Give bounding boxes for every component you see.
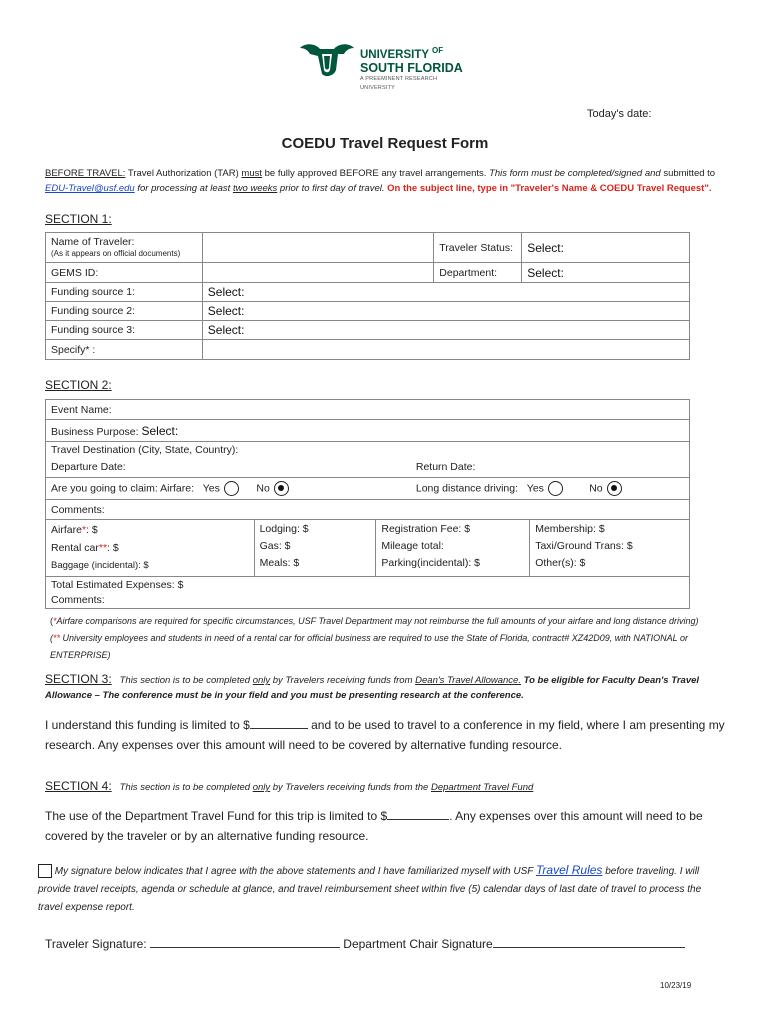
expense-notes: (*Airfare comparisons are required for specific circumstances, USF Travel Department may not reimburse the full amounts of your airfare and long distance driving) (** University employees and students in need of a rental car for official business are required to use the State of Florida, contract# XZ42D09, with NATIONAL or ENTERPRISE) bbox=[50, 616, 699, 660]
section3-body: I understand this funding is limited to $ and to be used to travel to a conference in my field, where I am presenting my research. Any expenses over this amount will need to be covered by alternative funding resource. bbox=[45, 718, 725, 752]
section4-amount-field[interactable] bbox=[387, 819, 449, 820]
total-expenses-field[interactable]: Total Estimated Expenses: $ bbox=[46, 577, 690, 593]
section2-table bbox=[45, 399, 690, 609]
driving-no-radio[interactable] bbox=[607, 481, 622, 496]
gems-input[interactable] bbox=[202, 263, 434, 283]
chair-signature-field[interactable] bbox=[493, 947, 685, 948]
funding3-select[interactable]: Select: bbox=[202, 321, 689, 340]
departure-date-field[interactable]: Departure Date: bbox=[46, 458, 376, 478]
gems-label: GEMS ID: bbox=[46, 263, 203, 283]
funding2-select[interactable]: Select: bbox=[202, 302, 689, 321]
business-purpose-select[interactable]: Select: bbox=[141, 423, 179, 438]
long-distance-row: Long distance driving: Yes No bbox=[376, 478, 690, 500]
baggage-expense[interactable]: Baggage (incidental): $ bbox=[51, 560, 149, 571]
airfare-expense[interactable]: Airfare*: $ bbox=[51, 524, 98, 536]
logo-text: UNIVERSITY $^{OF}$ SOUTH FLORIDA A PREEMINENT RESEARCH UNIVERSITY bbox=[360, 46, 463, 91]
funding3-label: Funding source 3: bbox=[46, 321, 203, 340]
funding1-select[interactable]: Select: bbox=[202, 283, 689, 302]
name-input[interactable] bbox=[202, 233, 434, 263]
traveler-status-select[interactable]: Select: bbox=[522, 233, 690, 263]
traveler-signature-label: Traveler Signature: bbox=[45, 937, 147, 951]
lodging-expense[interactable]: Lodging: $ bbox=[259, 523, 309, 535]
traveler-status-label: Traveler Status: bbox=[434, 233, 522, 263]
specify-label: Specify* : bbox=[46, 340, 203, 360]
section2-heading: SECTION 2: bbox=[45, 378, 112, 392]
rental-expense[interactable]: Rental car**: $ bbox=[51, 542, 119, 554]
section4-heading: SECTION 4: bbox=[45, 779, 112, 793]
airfare-yes-radio[interactable] bbox=[224, 481, 239, 496]
chair-signature-label: Department Chair Signature bbox=[343, 937, 493, 951]
claim-airfare-row: Are you going to claim: Airfare: Yes No bbox=[46, 478, 376, 500]
funding1-label: Funding source 1: bbox=[46, 283, 203, 302]
specify-input[interactable] bbox=[202, 340, 689, 360]
usf-bull-icon bbox=[298, 40, 356, 80]
airfare-no-radio[interactable] bbox=[274, 481, 289, 496]
membership-expense[interactable]: Membership: $ bbox=[535, 523, 605, 535]
expenses-col2 bbox=[254, 520, 376, 577]
mileage-expense[interactable]: Mileage total: bbox=[381, 540, 444, 552]
expenses-col3 bbox=[376, 520, 530, 577]
section3-amount-field[interactable] bbox=[250, 728, 308, 729]
meals-expense[interactable]: Meals: $ bbox=[259, 557, 300, 569]
section3-intro: SECTION 3: This section is to be completed only by Travelers receiving funds from Dean's Travel Allowance. To be eligible for Faculty Dean's Travel Allowance – The conference must be in your field and you must be presenting research at the conference. bbox=[45, 672, 700, 701]
usf-logo bbox=[298, 40, 468, 91]
page-title: COEDU Travel Request Form bbox=[281, 135, 489, 152]
section3-heading: SECTION 3: bbox=[45, 672, 112, 686]
expenses-col1 bbox=[46, 520, 255, 577]
agreement-checkbox[interactable] bbox=[38, 864, 52, 878]
footer-date: 10/23/19 bbox=[660, 981, 692, 990]
driving-yes-radio[interactable] bbox=[548, 481, 563, 496]
section1-table bbox=[45, 232, 690, 360]
intro-paragraph: BEFORE TRAVEL: Travel Authorization (TAR) must be fully approved BEFORE any travel arrangements. This form must be completed/signed and submitted to EDU-Travel@usf.edu for processing at least two weeks prior to first day of travel. On the subject line, type in "Traveler's Name & COEDU Travel Request". bbox=[45, 168, 716, 194]
email-link[interactable]: EDU-Travel@usf.edu bbox=[45, 183, 135, 194]
name-label-cell: Name of Traveler: (As it appears on official documents) bbox=[46, 233, 203, 263]
section1-heading: SECTION 1: bbox=[45, 212, 112, 226]
gas-expense[interactable]: Gas: $ bbox=[259, 540, 291, 552]
taxi-expense[interactable]: Taxi/Ground Trans: $ bbox=[535, 540, 633, 552]
business-purpose-field[interactable]: Business Purpose: Select: bbox=[46, 420, 690, 442]
signature-row bbox=[45, 937, 685, 951]
expenses-col4 bbox=[530, 520, 690, 577]
funding2-label: Funding source 2: bbox=[46, 302, 203, 321]
traveler-signature-field[interactable] bbox=[150, 947, 340, 948]
section4-intro: SECTION 4: This section is to be completed only by Travelers receiving funds from the Department Travel Fund bbox=[45, 779, 534, 793]
event-name-field[interactable]: Event Name: bbox=[46, 400, 690, 420]
registration-expense[interactable]: Registration Fee: $ bbox=[381, 523, 471, 535]
department-label: Department: bbox=[434, 263, 522, 283]
return-date-field[interactable]: Return Date: bbox=[376, 458, 690, 478]
department-select[interactable]: Select: bbox=[522, 263, 690, 283]
comments2-field[interactable]: Comments: bbox=[46, 593, 690, 609]
travel-rules-link[interactable]: Travel Rules bbox=[535, 863, 603, 877]
parking-expense[interactable]: Parking(incidental): $ bbox=[381, 557, 481, 569]
agreement-paragraph: My signature below indicates that I agree with the above statements and I have familiarized myself with USF Travel Rules before traveling. I will provide travel receipts, agenda or schedule at glance, and travel reimbursement sheet within five (5) calendar days of last date of travel to process the travel expense report. bbox=[38, 863, 702, 913]
others-expense[interactable]: Other(s): $ bbox=[535, 557, 586, 569]
todays-date-label: Today's date: bbox=[587, 108, 652, 120]
destination-field[interactable]: Travel Destination (City, State, Country): bbox=[46, 442, 690, 458]
section4-body: The use of the Department Travel Fund for this trip is limited to $ . Any expenses over this amount will need to be covered by the traveler or by an alternative funding resource. bbox=[45, 809, 703, 843]
comments-field[interactable]: Comments: bbox=[46, 500, 690, 520]
